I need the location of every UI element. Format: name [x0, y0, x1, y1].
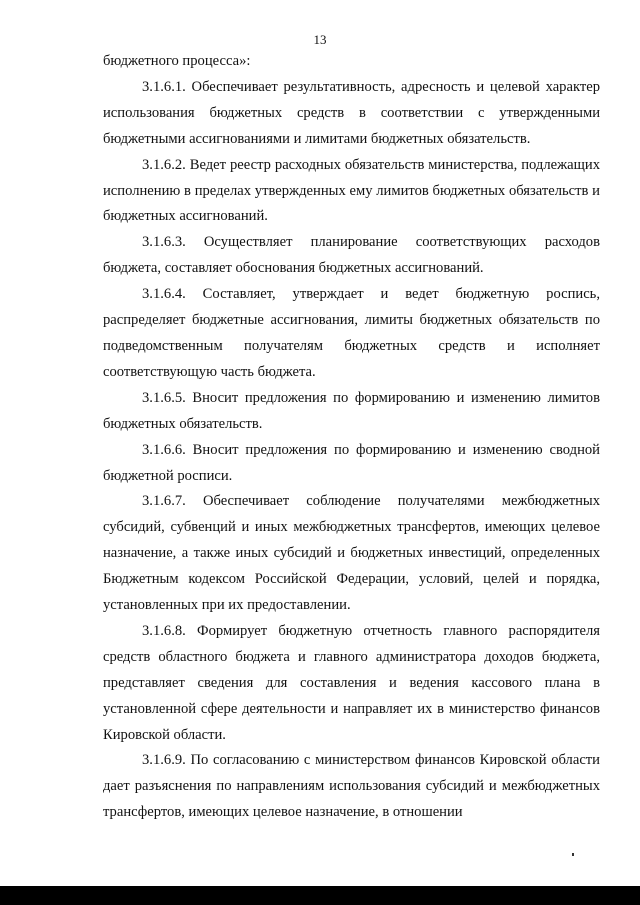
- page-number: 13: [313, 32, 327, 47]
- paragraph-3-1-6-6: 3.1.6.6. Вносит предложения по формированию и изменению сводной бюджетной росписи.: [103, 441, 600, 484]
- paragraph-3-1-6-1: 3.1.6.1. Обеспечивает результативность, адресность и целевой характер использования бюджетных средств в соответствии с утвержденными бюджетными ассигнованиями и лимитами бюджетных обязательств.: [103, 78, 600, 147]
- paragraph-3-1-6-8: 3.1.6.8. Формирует бюджетную отчетность главного распорядителя средств областного бюджета и главного администратора доходов бюджета, представляет сведения для составления и ведения кассового плана в установленной сфере деятельности и направляет их в министерство финансов Кировской области.: [103, 622, 600, 743]
- paragraph-3-1-6-2: 3.1.6.2. Ведет реестр расходных обязательств министерства, подлежащих исполнению в пределах утвержденных ему лимитов бюджетных обязательств и бюджетных ассигнований.: [103, 156, 600, 225]
- paragraph-3-1-6-7: 3.1.6.7. Обеспечивает соблюдение получателями межбюджетных субсидий, субвенций и иных межбюджетных трансфертов, имеющих целевое назначение, а также иных субсидий и бюджетных инвестиций, определенных Бюджетным кодексом Российской Федерации, условий, целей и порядка, установленных при их предоставлении.: [103, 493, 600, 614]
- scan-speck: [572, 853, 574, 856]
- paragraph-3-1-6-5: 3.1.6.5. Вносит предложения по формированию и изменению лимитов бюджетных обязательств.: [103, 389, 600, 432]
- scan-bottom-border: [0, 886, 640, 905]
- paragraph-3-1-6-3: 3.1.6.3. Осуществляет планирование соответствующих расходов бюджета, составляет обоснования бюджетных ассигнований.: [103, 234, 600, 277]
- document-body: [103, 49, 600, 826]
- paragraph-3-1-6-9: 3.1.6.9. По согласованию с министерством финансов Кировской области дает разъяснения по направлениям использования субсидий и межбюджетных трансфертов, имеющих целевое назначение, в отношении: [103, 752, 600, 821]
- paragraph-continuation: бюджетного процесса»:: [103, 53, 251, 69]
- paragraph-3-1-6-4: 3.1.6.4. Составляет, утверждает и ведет бюджетную роспись, распределяет бюджетные ассигнования, лимиты бюджетных обязательств по подведомственным получателям бюджетных средств и исполняет соответствующую часть бюджета.: [103, 286, 600, 380]
